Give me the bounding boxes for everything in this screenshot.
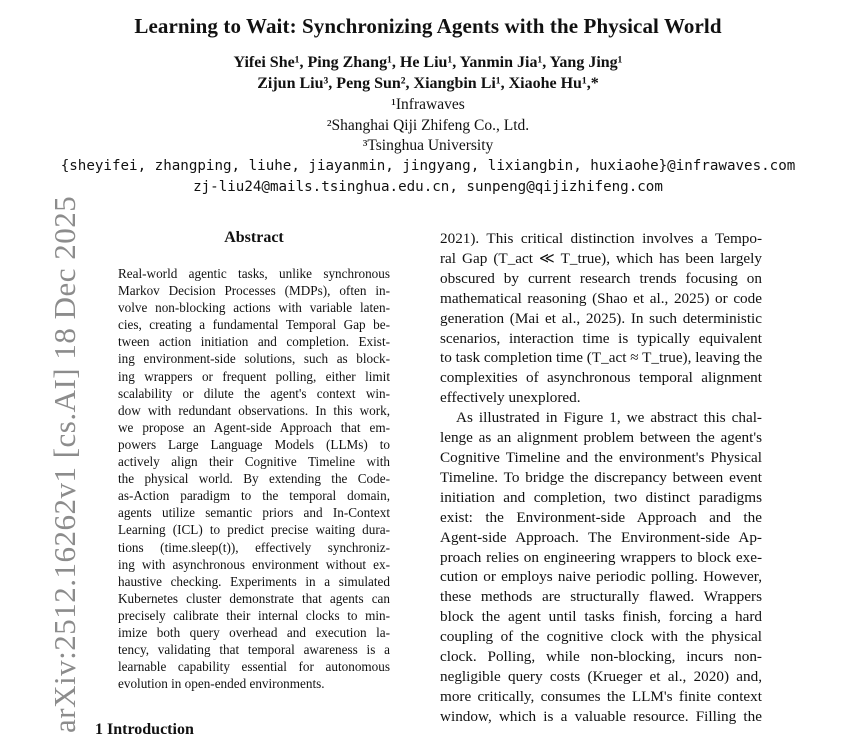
abstract-line: Real-world agentic tasks, unlike synchronous [118, 266, 390, 281]
body-line: block the agent until tasks finish, forcing a hard [440, 608, 762, 626]
author-list-line-1: Yifei She¹, Ping Zhang¹, He Liu¹, Yanmin Jia¹, Yang Jing¹ [233, 54, 623, 71]
body-line: coupling of the cognitive clock with the physical [440, 628, 762, 646]
arxiv-identifier: arXiv:2512.16262v1 [cs.AI] 18 Dec 2025 [47, 195, 82, 733]
email-line-1: {sheyifei, zhangping, liuhe, jiayanmin, jingyang, lixiangbin, huxiaohe}@infrawaves.com [60, 158, 796, 174]
body-line: Cognitive Timeline and the environment's Physical [440, 448, 762, 466]
body-line: initiation and completion, two distinct paradigms [440, 488, 762, 506]
abstract-line: ing wrappers or frequent polling, either limit [118, 368, 390, 384]
body-line: more critically, consumes the LLM's finite context [440, 687, 762, 705]
abstract-line: ing with asynchronous environment without ex- [118, 556, 390, 572]
body-line: As illustrated in Figure 1, we abstract this chal- [456, 409, 762, 427]
abstract-line: tency, validating that temporal awareness is a [118, 642, 390, 658]
abstract-line: ing environment-side solutions, such as block- [118, 351, 390, 367]
body-line: proach relies on engineering wrappers to block exe- [440, 548, 762, 566]
right-column-body [440, 229, 762, 727]
abstract-line: Learning (ICL) to predict precise waiting dura- [118, 522, 390, 538]
abstract-line: as-Action paradigm to the temporal domain, [118, 488, 390, 504]
body-line: complexities of asynchronous temporal alignment [440, 369, 762, 387]
abstract-line: Kubernetes cluster demonstrate that agents can [118, 590, 390, 606]
abstract-line: learnable capability essential for autonomous [118, 659, 390, 675]
body-line: scenarios, interaction time is typically equivalent [440, 329, 762, 347]
abstract-heading: Abstract [224, 229, 284, 246]
abstract-line: actively align their Cognitive Timeline with [118, 454, 390, 470]
email-line-2: zj-liu24@mails.tsinghua.edu.cn, sunpeng@qijizhifeng.com [193, 179, 663, 195]
body-line: negligible query costs (Krueger et al., 2020) and, [440, 667, 762, 685]
affiliation-3: ³Tsinghua University [362, 137, 494, 154]
abstract-line: we propose an Agent-side Approach that em- [118, 419, 390, 435]
body-line: generation (Mai et al., 2025). In such deterministic [440, 309, 762, 327]
body-line: cution or employs naive periodic polling. However, [440, 568, 762, 586]
body-line: window, which is a valuable resource. Filling the [440, 707, 762, 725]
body-line: these methods are structurally flawed. Wrappers [440, 588, 762, 606]
abstract-line: precisely calibrate their internal clocks to min- [118, 607, 390, 623]
abstract-line: tions (time.sleep(t)), effectively synchroniz- [118, 539, 390, 555]
abstract-body [118, 265, 390, 692]
affiliation-1: ¹Infrawaves [391, 96, 465, 113]
body-line: mathematical reasoning (Shao et al., 2025) or code [440, 289, 762, 307]
body-line: obscured by current research trends focusing on [440, 269, 762, 287]
abstract-line: cies, creating a fundamental Temporal Gap be- [118, 317, 390, 333]
abstract-line: powers Large Language Models (LLMs) to [118, 436, 390, 452]
abstract-line: dow with redundant observations. In this work, [118, 402, 390, 418]
paper-title: Learning to Wait: Synchronizing Agents with the Physical World [134, 14, 722, 38]
section-heading-introduction: 1 Introduction [95, 721, 194, 738]
abstract-line: volve non-blocking actions with variable laten- [118, 300, 390, 316]
body-line: clock. Polling, while non-blocking, incurs non- [440, 648, 762, 666]
body-line: effectively unexplored. [440, 389, 581, 407]
abstract-line: agents utilize semantic priors and In-Context [118, 505, 390, 521]
body-line: Agent-side Approach. The Environment-side Ap- [440, 528, 762, 546]
abstract-line: tween action initiation and completion. Exist- [118, 334, 390, 350]
abstract-line: the physical world. By extending the Code- [118, 471, 390, 487]
body-line: to task completion time (T_act ≈ T_true), leaving the [440, 349, 763, 367]
abstract-line: haustive checking. Experiments in a simulated [118, 573, 390, 589]
abstract-line: Markov Decision Processes (MDPs), often in- [118, 283, 390, 299]
author-list-line-2: Zijun Liu³, Peng Sun², Xiangbin Li¹, Xiaohe Hu¹,* [257, 75, 599, 92]
abstract-line: imize both query overhead and execution la- [118, 624, 390, 640]
body-line: 2021). This critical distinction involves a Tempo- [440, 230, 762, 247]
body-line: ral Gap (T_act ≪ T_true), which has been largely [440, 249, 762, 267]
body-line: lenge as an alignment problem between the agent's [440, 429, 762, 447]
body-line: Timeline. To bridge the discrepancy between event [440, 468, 762, 486]
body-line: exist: the Environment-side Approach and the [440, 508, 762, 526]
abstract-line: scalability or dilute the agent's context win- [118, 385, 390, 401]
affiliation-2: ²Shanghai Qiji Zhifeng Co., Ltd. [326, 117, 530, 134]
abstract-line: evolution in open-ended environments. [118, 676, 325, 692]
